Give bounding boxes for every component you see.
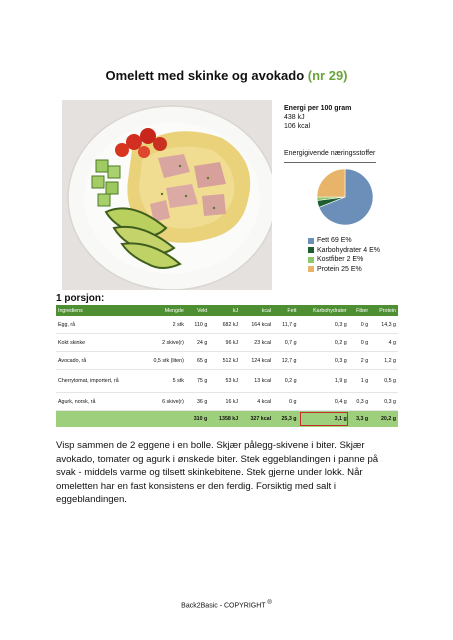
recipe-name: Omelett med skinke og avokado	[105, 68, 305, 83]
recipe-instructions: Visp sammen de 2 eggene i en bolle. Skjær pålegg-skivene i biter. Skjær avokado, tomater og agurk i ønskede biter. Stek eggeblandingen i panne på svak - middels varme og tilsett skinkebitene. Stek gjerne under lokk. Når omeletten har en fast konsistens er den ferdig. Forsiktig med salt i eggeblandingen.	[56, 440, 379, 505]
total-cell	[140, 411, 186, 428]
total-cell: 310 g	[186, 411, 209, 428]
column-header: Fiber	[349, 305, 370, 316]
table-cell: 23 kcal	[240, 334, 273, 352]
table-cell: 5 stk	[140, 370, 186, 393]
legend-swatch	[308, 247, 314, 253]
table-cell: 4 kcal	[240, 393, 273, 411]
energy-kcal: 106 kcal	[284, 123, 311, 130]
highlighted-carbs-total: 3,1 g	[299, 411, 349, 428]
legend-item	[308, 246, 380, 256]
table-cell: 65 g	[186, 352, 209, 370]
table-header-row	[56, 305, 398, 316]
ingredients-table	[56, 305, 398, 427]
table-cell: 0,3 g	[370, 393, 398, 411]
nutrients-heading: Energigivende næringsstoffer	[284, 150, 376, 157]
legend-item	[308, 265, 380, 275]
table-cell: 1,2 g	[370, 352, 398, 370]
table-cell: 0,4 g	[299, 393, 349, 411]
table-cell: 124 kcal	[240, 352, 273, 370]
table-cell: 0 g	[273, 393, 298, 411]
table-cell: 53 kJ	[209, 370, 240, 393]
column-header: Karbohydrater	[299, 305, 349, 316]
table-row	[56, 370, 398, 393]
legend-swatch	[308, 238, 314, 244]
total-cell: 327 kcal	[240, 411, 273, 428]
total-cell	[56, 411, 140, 428]
copyright-text: Back2Basic - COPYRIGHT	[181, 602, 266, 610]
energy-info	[284, 104, 351, 131]
table-cell: 110 g	[186, 316, 209, 334]
nutrient-legend	[308, 236, 380, 274]
table-cell: 0,3 g	[299, 316, 349, 334]
nutrient-pie-chart	[316, 168, 374, 226]
table-cell: 0 g	[349, 334, 370, 352]
table-cell: 13 kcal	[240, 370, 273, 393]
table-cell: 96 kJ	[209, 334, 240, 352]
column-header: kJ	[209, 305, 240, 316]
table-row	[56, 352, 398, 370]
table-cell: 0 g	[349, 316, 370, 334]
table-cell: Avocado, rå	[56, 352, 140, 370]
table-cell: 0,2 g	[299, 334, 349, 352]
total-cell: 25,3 g	[273, 411, 298, 428]
table-cell: 24 g	[186, 334, 209, 352]
recipe-title	[0, 68, 453, 83]
table-cell: 2 g	[349, 352, 370, 370]
table-cell: 512 kJ	[209, 352, 240, 370]
table-cell: 164 kcal	[240, 316, 273, 334]
legend-item	[308, 255, 380, 265]
table-cell: 0,2 g	[273, 370, 298, 393]
legend-label: Karbohydrater 4 E%	[317, 246, 381, 254]
table-cell: 682 kJ	[209, 316, 240, 334]
column-header: kcal	[240, 305, 273, 316]
total-row	[56, 411, 398, 428]
table-cell: 0,3 g	[349, 393, 370, 411]
column-header: Fett	[273, 305, 298, 316]
omelet-plate-illustration	[62, 100, 272, 290]
legend-item	[308, 236, 380, 246]
table-cell: 0,7 g	[273, 334, 298, 352]
table-cell: Kokt skinke	[56, 334, 140, 352]
portion-label: 1 porsjon:	[56, 293, 105, 304]
legend-label: Fett 69 E%	[317, 237, 352, 244]
table-cell: Egg, rå	[56, 316, 140, 334]
nutrients-divider	[284, 162, 376, 163]
table-cell: 36 g	[186, 393, 209, 411]
table-cell: 2 stk	[140, 316, 186, 334]
table-cell: 4 g	[370, 334, 398, 352]
total-cell: 20,2 g	[370, 411, 398, 428]
recipe-number: (nr 29)	[307, 68, 348, 83]
table-cell: 75 g	[186, 370, 209, 393]
footer	[0, 600, 453, 609]
table-cell: 14,3 g	[370, 316, 398, 334]
pie-slice-3	[317, 169, 345, 197]
column-header: Vekt	[186, 305, 209, 316]
table-cell: Agurk, norsk, rå	[56, 393, 140, 411]
dish-photo	[62, 100, 272, 290]
table-cell: 6 skive(r)	[140, 393, 186, 411]
legend-swatch	[308, 257, 314, 263]
legend-label: Protein 25 E%	[317, 265, 362, 273]
table-cell: 0,5 stk (liten)	[140, 352, 186, 370]
table-cell: 0,5 g	[370, 370, 398, 393]
table-cell: Cherrytomat, importert, rå	[56, 370, 140, 393]
column-header: Protein	[370, 305, 398, 316]
total-cell: 3,3 g	[349, 411, 370, 428]
legend-label: Kostfiber 2 E%	[317, 256, 364, 263]
energy-heading: Energi per 100 gram	[284, 105, 352, 112]
table-cell: 2 skive(r)	[140, 334, 186, 352]
table-cell: 1 g	[349, 370, 370, 393]
table-row	[56, 393, 398, 411]
total-cell: 1358 kJ	[209, 411, 240, 428]
table-row	[56, 334, 398, 352]
registered-mark: ®	[267, 600, 272, 606]
energy-kj: 438 kJ	[284, 114, 305, 121]
legend-swatch	[308, 266, 314, 272]
table-cell: 16 kJ	[209, 393, 240, 411]
table-cell: 1,9 g	[299, 370, 349, 393]
table-cell: 12,7 g	[273, 352, 298, 370]
column-header: Mengde	[140, 305, 186, 316]
table-row	[56, 316, 398, 334]
table-cell: 11,7 g	[273, 316, 298, 334]
table-cell: 0,3 g	[299, 352, 349, 370]
column-header: Ingrediens	[56, 305, 140, 316]
